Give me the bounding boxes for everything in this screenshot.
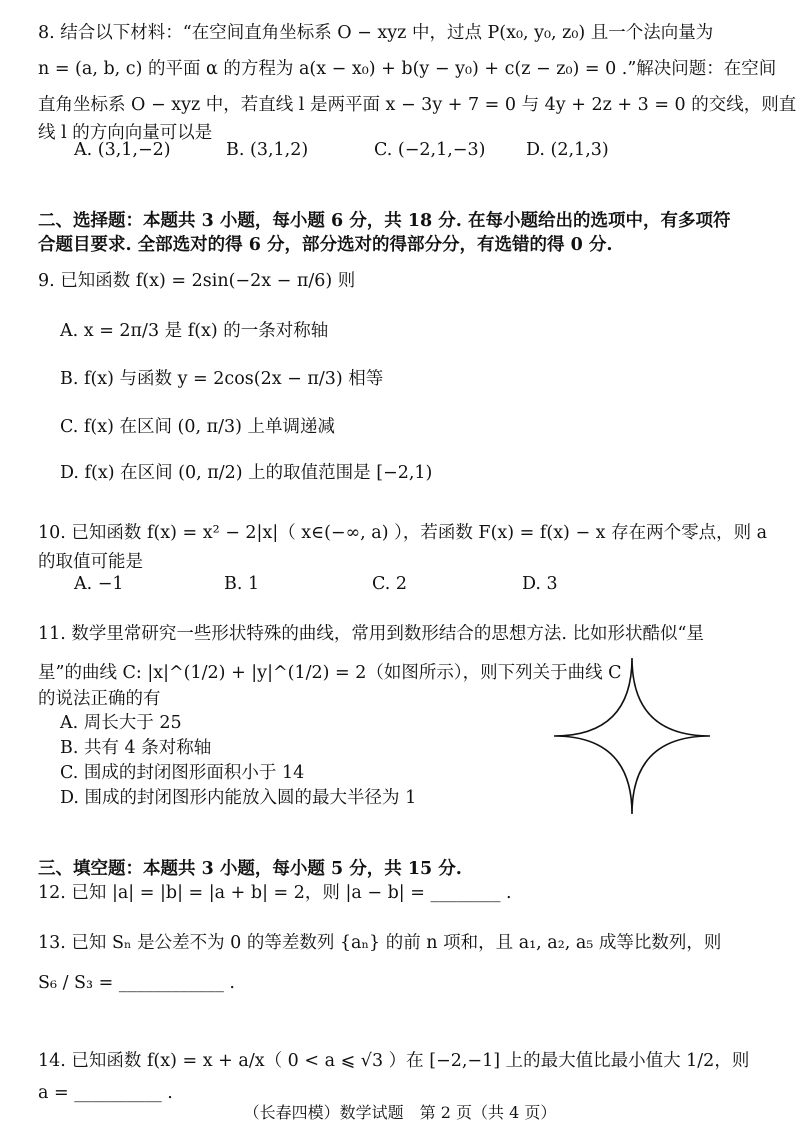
q10-option-a: A. −1 bbox=[74, 574, 124, 594]
astroid-curve-figure bbox=[552, 656, 712, 816]
q8-options bbox=[74, 140, 764, 168]
q11-line-3: 的说法正确的有 bbox=[38, 689, 161, 709]
q9-stem: 9. 已知函数 f(x) = 2sin(−2x − π/6) 则 bbox=[38, 271, 356, 291]
q14-line-2: a = __________ . bbox=[38, 1083, 173, 1103]
q10-line-1: 10. 已知函数 f(x) = x² − 2|x|（ x∈(−∞, a) ），若函数 F(x) = f(x) − x 存在两个零点，则 a bbox=[38, 523, 768, 543]
q8-line-3: 直角坐标系 O − xyz 中，若直线 l 是两平面 x − 3y + 7 = 0 与 4y + 2z + 3 = 0 的交线，则直 bbox=[38, 95, 797, 115]
q9-option-b: B. f(x) 与函数 y = 2cos(2x − π/3) 相等 bbox=[60, 369, 384, 389]
q8-option-b: B. (3,1,2) bbox=[226, 140, 309, 160]
q13-line-1: 13. 已知 Sₙ 是公差不为 0 的等差数列 {aₙ} 的前 n 项和，且 a₁, a₂, a₅ 成等比数列，则 bbox=[38, 933, 722, 953]
q9-option-a: A. x = 2π/3 是 f(x) 的一条对称轴 bbox=[60, 321, 329, 341]
q10-option-d: D. 3 bbox=[522, 574, 558, 594]
q8-line-4: 线 l 的方向向量可以是 bbox=[38, 123, 213, 143]
q8-option-d: D. (2,1,3) bbox=[526, 140, 609, 160]
section-3-title: 三、填空题：本题共 3 小题，每小题 5 分，共 15 分. bbox=[38, 859, 462, 879]
astroid-curve bbox=[554, 658, 710, 814]
q10-options bbox=[74, 574, 764, 602]
q10-option-c: C. 2 bbox=[372, 574, 408, 594]
q14-line-1: 14. 已知函数 f(x) = x + a/x（ 0 < a ⩽ √3 ）在 [−2,−1] 上的最大值比最小值大 1/2，则 bbox=[38, 1051, 750, 1071]
q11-line-2: 星”的曲线 C: |x|^(1/2) + |y|^(1/2) = 2（如图所示），则下列关于曲线 C bbox=[38, 663, 622, 683]
q13-line-2: S₆ / S₃ = ____________ . bbox=[38, 973, 235, 993]
q11-option-a: A. 周长大于 25 bbox=[60, 713, 182, 733]
q10-option-b: B. 1 bbox=[224, 574, 260, 594]
q11-line-1: 11. 数学里常研究一些形状特殊的曲线，常用到数形结合的思想方法. 比如形状酷似“星 bbox=[38, 624, 704, 644]
q11-option-d: D. 围成的封闭图形内能放入圆的最大半径为 1 bbox=[60, 788, 417, 808]
page-footer: （长春四模）数学试题 第 2 页（共 4 页） bbox=[243, 1103, 557, 1122]
q10-line-2: 的取值可能是 bbox=[38, 552, 143, 572]
q9-option-c: C. f(x) 在区间 (0, π/3) 上单调递减 bbox=[60, 417, 336, 437]
q8-line-2: n = (a, b, c) 的平面 α 的方程为 a(x − x₀) + b(y − y₀) + c(z − z₀) = 0 .”解决问题：在空间 bbox=[38, 59, 777, 79]
q8-option-c: C. (−2,1,−3) bbox=[374, 140, 486, 160]
q12-text: 12. 已知 |a| = |b| = |a + b| = 2，则 |a − b| = ________ . bbox=[38, 883, 512, 903]
q11-option-b: B. 共有 4 条对称轴 bbox=[60, 738, 212, 758]
q8-line-1: 8. 结合以下材料：“在空间直角坐标系 O − xyz 中，过点 P(x₀, y₀, z₀) 且一个法向量为 bbox=[38, 23, 714, 43]
q11-option-c: C. 围成的封闭图形面积小于 14 bbox=[60, 763, 305, 783]
q8-option-a: A. (3,1,−2) bbox=[74, 140, 171, 160]
section-2-instructions-line-2: 合题目要求. 全部选对的得 6 分，部分选对的得部分分，有选错的得 0 分. bbox=[38, 235, 613, 255]
q9-option-d: D. f(x) 在区间 (0, π/2) 上的取值范围是 [−2,1) bbox=[60, 463, 433, 483]
section-2-instructions-line-1: 二、选择题：本题共 3 小题，每小题 6 分，共 18 分. 在每小题给出的选项中，有多项符 bbox=[38, 211, 731, 231]
